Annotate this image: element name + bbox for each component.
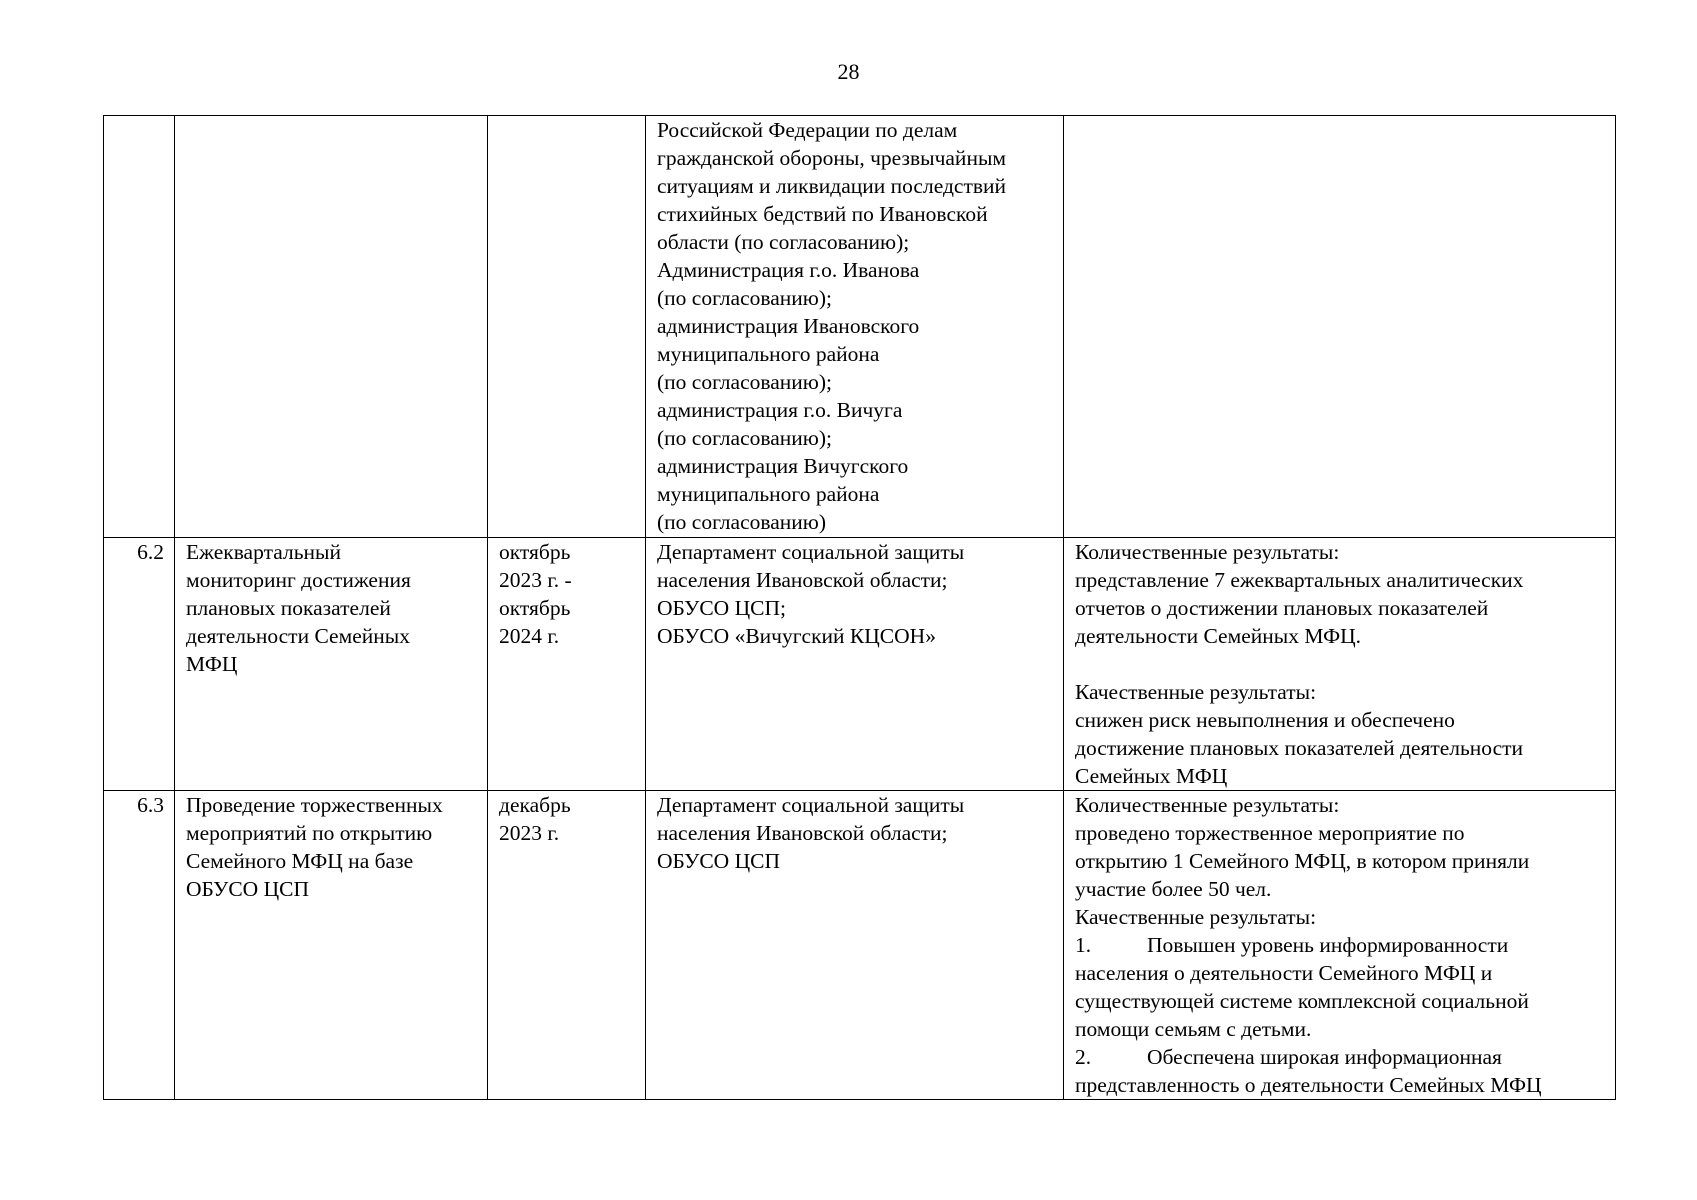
results-line: проведено торжественное мероприятие по <box>1075 821 1465 845</box>
executor-line: Российской Федерации по делам <box>657 118 958 142</box>
table-row <box>104 538 1616 791</box>
row-number-cell: 6.3 <box>104 791 175 1100</box>
period-cell <box>488 116 646 538</box>
row-number-cell <box>104 116 175 538</box>
plan-table <box>103 115 1616 1100</box>
executor-line: (по согласованию); <box>657 286 832 310</box>
results-cell <box>1064 116 1616 538</box>
executor-line: Департамент социальной защиты <box>657 540 965 564</box>
results-line: Повышен уровень информированности <box>1147 933 1509 957</box>
event-line: деятельности Семейных <box>186 624 410 648</box>
paragraph-gap <box>1075 650 1605 678</box>
event-line: МФЦ <box>186 652 238 676</box>
results-line: Обеспечена широкая информационная <box>1147 1045 1502 1069</box>
table-row <box>104 116 1616 538</box>
executor-line: Администрация г.о. Иванова <box>657 258 920 282</box>
executor-line: ситуациям и ликвидации последствий <box>657 174 1007 198</box>
executors-cell <box>646 538 1064 791</box>
executor-line: администрация г.о. Вичуга <box>657 398 903 422</box>
results-heading: Качественные результаты: <box>1075 905 1317 929</box>
results-heading: Качественные результаты: <box>1075 680 1317 704</box>
results-line: деятельности Семейных МФЦ. <box>1075 624 1362 648</box>
executor-line: населения Ивановской области; <box>657 568 948 592</box>
executor-line: администрация Ивановского <box>657 314 920 338</box>
results-line: достижение плановых показателей деятельности <box>1075 736 1524 760</box>
event-cell <box>175 538 488 791</box>
list-item-number: 1. <box>1075 933 1092 957</box>
period-line: 2023 г. - <box>499 568 572 592</box>
results-line: участие более 50 чел. <box>1075 877 1272 901</box>
executor-line: стихийных бедствий по Ивановской <box>657 202 988 226</box>
page-number: 28 <box>837 59 860 84</box>
executors-cell <box>646 791 1064 1100</box>
executor-line: ОБУСО «Вичугский КЦСОН» <box>657 624 936 648</box>
executor-line: муниципального района <box>657 482 880 506</box>
period-line: 2024 г. <box>499 624 560 648</box>
period-cell <box>488 791 646 1100</box>
executor-line: гражданской обороны, чрезвычайным <box>657 146 1006 170</box>
event-line: плановых показателей <box>186 596 391 620</box>
results-line: Семейных МФЦ <box>1075 764 1228 788</box>
results-line: населения о деятельности Семейного МФЦ и <box>1075 961 1493 985</box>
row-number-cell: 6.2 <box>104 538 175 791</box>
results-cell <box>1064 791 1616 1100</box>
event-cell <box>175 116 488 538</box>
event-line: Семейного МФЦ на базе <box>186 849 414 873</box>
event-line: мероприятий по открытию <box>186 821 433 845</box>
executor-line: (по согласованию) <box>657 510 827 534</box>
event-line: Ежеквартальный <box>186 540 341 564</box>
executor-line: (по согласованию); <box>657 426 832 450</box>
results-line: снижен риск невыполнения и обеспечено <box>1075 708 1455 732</box>
period-cell <box>488 538 646 791</box>
results-line: представление 7 ежеквартальных аналитических <box>1075 568 1524 592</box>
executor-line: населения Ивановской области; <box>657 821 948 845</box>
period-line: октябрь <box>499 596 571 620</box>
table-row <box>104 791 1616 1100</box>
list-item-number: 2. <box>1075 1045 1092 1069</box>
result-list-item <box>1075 931 1605 959</box>
event-line: мониторинг достижения <box>186 568 411 592</box>
executors-cell <box>646 116 1064 538</box>
results-heading: Количественные результаты: <box>1075 793 1340 817</box>
results-line: отчетов о достижении плановых показателей <box>1075 596 1489 620</box>
result-list-item <box>1075 1043 1605 1071</box>
results-line: помощи семьям с детьми. <box>1075 1017 1312 1041</box>
executor-line: ОБУСО ЦСП; <box>657 596 786 620</box>
executor-line: ОБУСО ЦСП <box>657 849 780 873</box>
event-cell <box>175 791 488 1100</box>
executor-line: Департамент социальной защиты <box>657 793 965 817</box>
period-line: декабрь <box>499 793 571 817</box>
period-line: октябрь <box>499 540 571 564</box>
results-cell <box>1064 538 1616 791</box>
results-line: существующей системе комплексной социальной <box>1075 989 1529 1013</box>
event-line: Проведение торжественных <box>186 793 443 817</box>
results-heading: Количественные результаты: <box>1075 540 1340 564</box>
results-line: открытию 1 Семейного МФЦ, в котором приняли <box>1075 849 1530 873</box>
executor-line: муниципального района <box>657 342 880 366</box>
executor-line: администрация Вичугского <box>657 454 909 478</box>
event-line: ОБУСО ЦСП <box>186 877 309 901</box>
executor-line: (по согласованию); <box>657 370 832 394</box>
executor-line: области (по согласованию); <box>657 230 910 254</box>
results-line: представленность о деятельности Семейных МФЦ <box>1075 1073 1542 1097</box>
period-line: 2023 г. <box>499 821 560 845</box>
